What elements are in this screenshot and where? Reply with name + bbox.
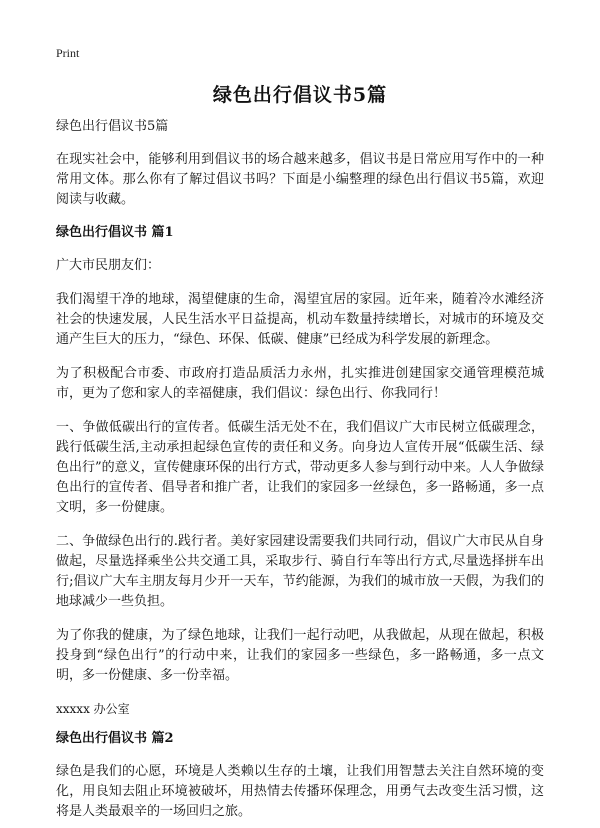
print-label[interactable]: Print — [56, 46, 80, 60]
intro-paragraph: 在现实社会中，能够利用到倡议书的场合越来越多，倡议书是日常应用写作中的一种常用文体。那么你有了解过倡议书吗？下面是小编整理的绿色出行倡议书5篇，欢迎阅读与收藏。 — [56, 152, 544, 207]
section-1-greeting: 广大市民朋友们： — [56, 258, 161, 273]
section-1-heading: 绿色出行倡议书 篇1 — [56, 225, 174, 240]
section-1-paragraph: 为了你我的健康，为了绿色地球，让我们一起行动吧，从我做起，从现在做起，积极投身到“绿色出行”的行动中来，让我们的家园多一些绿色，多一路畅通，多一点文明，多一份健康、多一份幸福。 — [56, 628, 544, 683]
article-body — [56, 118, 544, 828]
section-1-paragraph: 为了积极配合市委、市政府打造品质活力永州，扎实推进创建国家交通管理模范城市，更为了您和家人的幸福健康，我们倡议：绿色出行、你我同行！ — [56, 366, 544, 401]
section-2-heading: 绿色出行倡议书 篇2 — [56, 731, 174, 746]
article-subtitle: 绿色出行倡议书5篇 — [56, 119, 169, 134]
section-1-paragraph: 我们渴望干净的地球，渴望健康的生命，渴望宜居的家园。近年来，随着冷水滩经济社会的快速发展，人民生活水平日益提高，机动车数量持续增长，对城市的环境及交通产生巨大的压力，“绿色、环保、低碳、健康”已经成为科学发展的新理念。 — [56, 292, 544, 347]
section-1-paragraph: 二、争做绿色出行的.践行者。美好家园建设需要我们共同行动，倡议广大市民从自身做起，尽量选择乘坐公共交通工具，采取步行、骑自行车等出行方式,尽量选择拼车出行;倡议广大车主朋友每月少开一天车，节约能源，为我们的城市放一天假，为我们的地球减少一些负担。 — [56, 534, 544, 609]
section-2-paragraph: 绿色是我们的心愿，环境是人类赖以生存的土壤，让我们用智慧去关注自然环境的变化，用良知去阻止环境被破坏，用热情去传播环保理念，用勇气去改变生活习惯，这将是人类最艰辛的一场回归之旅。 — [56, 764, 544, 819]
section-1-signoff: xxxxx 办公室 — [56, 702, 130, 716]
section-1-paragraph: 一、争做低碳出行的宣传者。低碳生活无处不在，我们倡议广大市民树立低碳理念，践行低碳生活,主动承担起绿色宣传的责任和义务。向身边人宣传开展“低碳生活、绿色出行”的意义，宣传健康环保的出行方式，带动更多人参与到行动中来。人人争做绿色出行的宣传者、倡导者和推广者，让我们的家园多一丝绿色，多一路畅通，多一点文明，多一份健康。 — [56, 420, 544, 515]
page-title: 绿色出行倡议书5篇 — [212, 84, 388, 106]
